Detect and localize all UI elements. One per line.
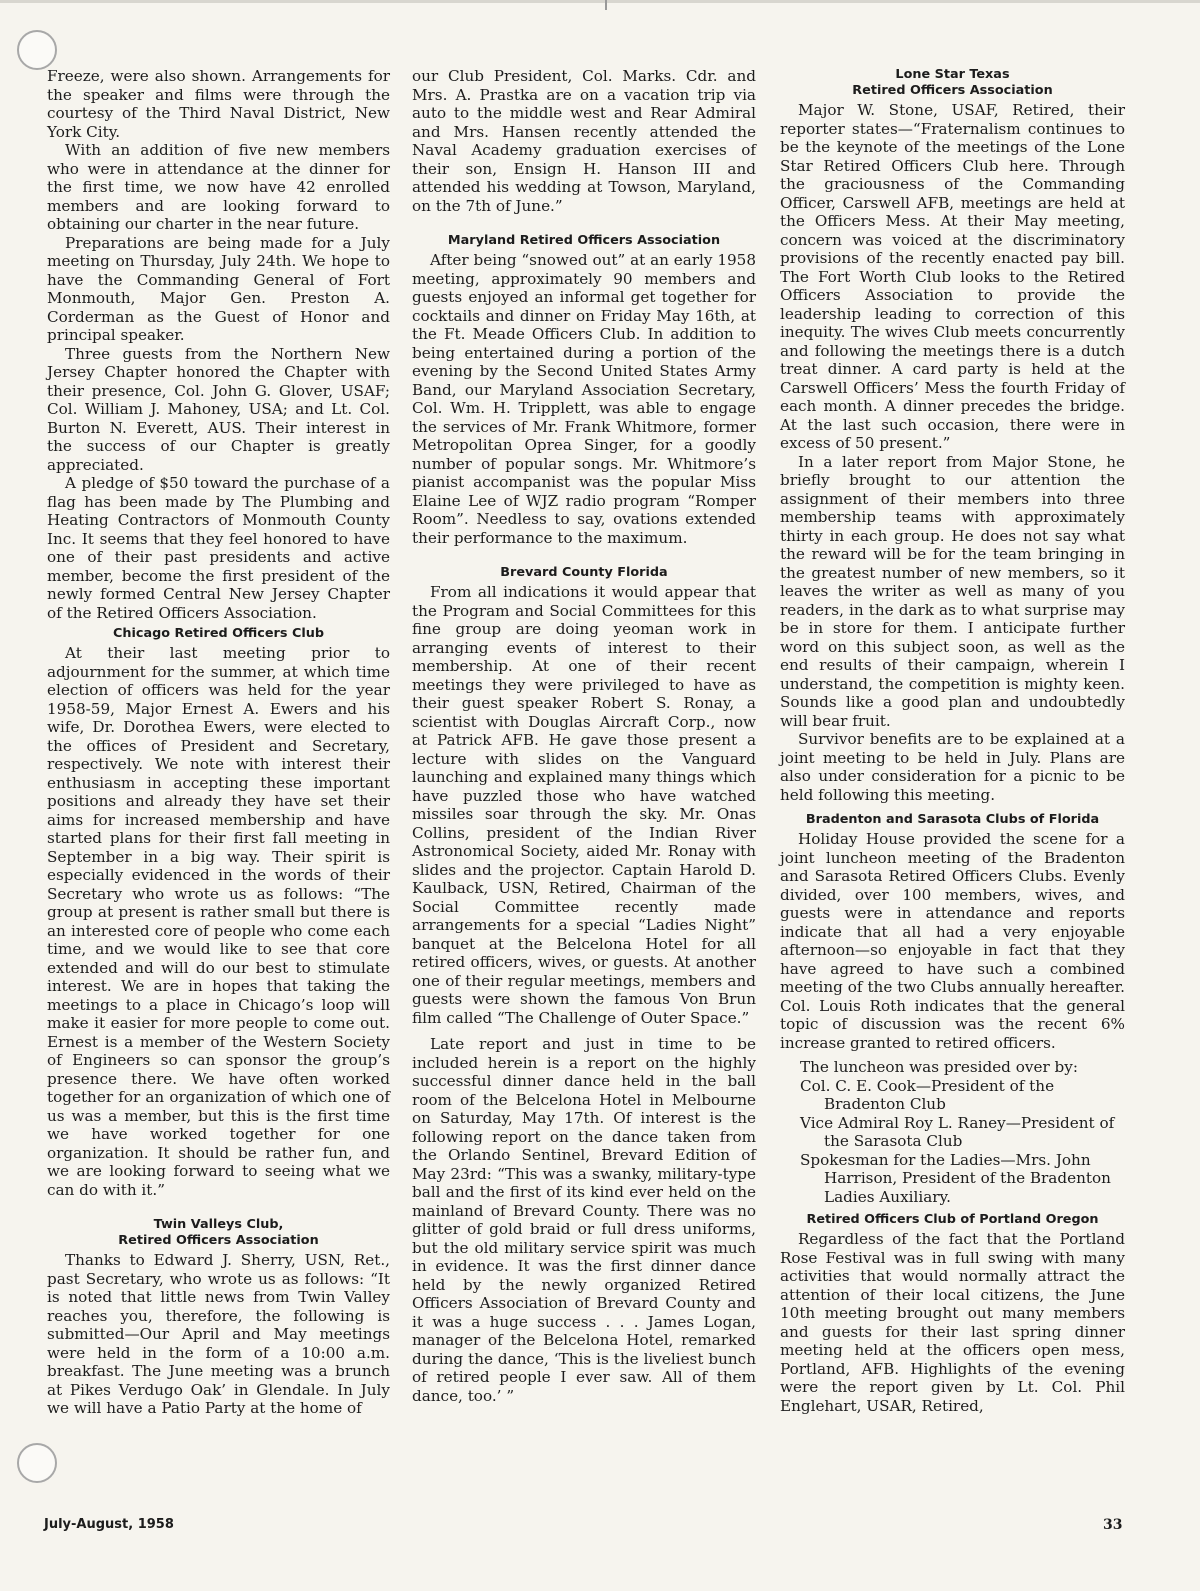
paragraph: Holiday House provided the scene for a joint luncheon meeting of the Bradenton and Sarasota Retired Officers Clubs. Evenly divided, over 100 members, wives, and guests were in attendance and reports indicate that all had a very enjoyable afternoon—so enjoyable in fact that they have agreed to have such a combined meeting of the two Clubs annually hereafter. Col. Louis Roth indicates that the general topic of discussion was the recent 6% increase granted to retired officers.: [780, 830, 1125, 1052]
section-heading-maryland: Maryland Retired Officers Association: [447, 233, 721, 248]
fold-mark: [605, 0, 607, 10]
section-heading-brevard: Brevard County Florida: [500, 565, 668, 580]
paragraph: Three guests from the Northern New Jersey Chapter honored the Chapter with their presence, Col. John G. Glover, USAF; Col. William J. Mahoney, USA; and Lt. Col. Burton N. Everett, AUS. Their interest in the success of our Chapter is greatly appreciated.: [47, 344, 390, 474]
paragraph: Freeze, were also shown. Arrangements for the speaker and films were through the courtesy of the Third Naval District, New York City.: [47, 67, 390, 141]
paragraph: Major W. Stone, USAF, Retired, their reporter states—“Fraternalism continues to be the keynote of the meetings of the Lone Star Retired Officers Club here. Through the graciousness of the Commanding Officer, Carswell AFB, meetings are held at the Officers Mess. At their May meeting, concern was voiced at the discriminatory provisions of the recently enacted pay bill. The Fort Worth Club looks to the Retired Officers Association to provide the leadership leading to correction of this inequity. The wives Club meets concurrently and following the meetings there is a dutch treat dinner. A card party is held at the Carswell Officers’ Mess the fourth Friday of each month. A dinner precedes the bridge. At the last such occasion, there were in excess of 50 present.”: [780, 101, 1125, 452]
paragraph: Late report and just in time to be included herein is a report on the highly successful dinner dance held in the ball room of the Belcelona Hotel in Melbourne on Saturday, May 17th. Of interest is the following report on the dance taken from the Orlando Sentinel, Brevard Edition of May 23rd: “This was a swanky, military-type ball and the first of its kind ever held on the mainland of Brevard County. There was no glitter of gold braid or full dress uniforms, but the old military service spirit was much in evidence. It was the first dinner dance held by the newly organized Retired Officers Association of Brevard County and it was a huge success . . . James Logan, manager of the Belcelona Hotel, remarked during the dance, ‘This is the liveliest bunch of retired people I ever saw. All of them dance, too.’ ”: [412, 1035, 756, 1405]
paragraph: Preparations are being made for a July meeting on Thursday, July 24th. We hope to have the Commanding General of Fort Monmouth, Major Gen. Preston A. Corderman as the Guest of Honor and principal speaker.: [47, 233, 390, 344]
column-2: [412, 67, 756, 1405]
paragraph: After being “snowed out” at an early 1958 meeting, approximately 90 members and guests enjoyed an informal get together for cocktails and dinner on Friday May 16th, at the Ft. Meade Officers Club. In addition to being entertained during a portion of the evening by the Second United States Army Band, our Maryland Association Secretary, Col. Wm. H. Tripplett, was able to engage the services of Mr. Frank Whitmore, former Metropolitan Oprea Singer, for a goodly number of popular songs. Mr. Whitmore’s pianist accompanist was the popular Miss Elaine Lee of WJZ radio program “Romper Room”. Needless to say, ovations extended their performance to the maximum.: [412, 251, 756, 547]
section-heading-portland: Retired Officers Club of Portland Oregon: [806, 1212, 1099, 1227]
column-1: [47, 67, 390, 1418]
column-3: [780, 67, 1125, 1415]
heading-line: Twin Valleys Club,: [153, 1217, 284, 1232]
paragraph: From all indications it would appear that the Program and Social Committees for this fine group are doing yeoman work in arranging events of interest to their membership. At one of their recent meetings they were privileged to have as their guest speaker Robert S. Ronay, a scientist with Douglas Aircraft Corp., now at Patrick AFB. He gave those present a lecture with slides on the Vanguard launching and explained many things which have puzzled those who have watched missiles soar through the sky. Mr. Onas Collins, president of the Indian River Astronomical Society, aided Mr. Ronay with slides and the projector. Captain Harold D. Kaulback, USN, Retired, Chairman of the Social Committee recently made arrangements for a special “Ladies Night” banquet at the Belcelona Hotel for all retired officers, wives, or guests. At another one of their regular meetings, members and guests were shown the famous Von Brun film called “The Challenge of Outer Space.”: [412, 583, 756, 1027]
section-heading-chicago: Chicago Retired Officers Club: [112, 626, 324, 641]
paragraph: With an addition of five new members who were in attendance at the dinner for the first time, we now have 42 enrolled members and are looking forward to obtaining our charter in the near future.: [47, 141, 390, 233]
paragraph: Regardless of the fact that the Portland Rose Festival was in full swing with many activities that would normally attract the attention of their local citizens, the June 10th meeting brought out many members and guests for their last spring dinner meeting held at the officers open mess, Portland, AFB. Highlights of the evening were the report given by Lt. Col. Phil Englehart, USAR, Retired,: [780, 1230, 1125, 1415]
page-number: 33: [1103, 1517, 1123, 1533]
paragraph: Survivor benefits are to be explained at a joint meeting to be held in July. Plans are also under consideration for a picnic to be held following this meeting.: [780, 730, 1125, 804]
section-heading-twin-valleys: [47, 1217, 390, 1249]
list-intro: The luncheon was presided over by:: [800, 1058, 1078, 1076]
paragraph: At their last meeting prior to adjournment for the summer, at which time election of officers was held for the year 1958-59, Major Ernest A. Ewers and his wife, Dr. Dorothea Ewers, were elected to the offices of President and Secretary, respectively. We note with interest their enthusiasm in accepting these important positions and already they have set their aims for increased membership and have started plans for their first fall meeting in September in a big way. Their spirit is especially evidenced in the words of their Secretary who wrote us as follows: “The group at present is rather small but there is an interested core of people who come each time, and we would like to see that core extended and will do our best to stimulate interest. We are in hopes that taking the meetings to a place in Chicago’s loop will make it easier for more people to come out. Ernest is a member of the Western Society of Engineers so can sponsor the group’s presence there. We have often worked together for an organization of which one of us was a member, but this is the first time we have worked together for one organization. It should be rather fun, and we are looking forward to seeing what we can do with it.”: [47, 644, 390, 1199]
list-item: Vice Admiral Roy L. Raney—President of the Sarasota Club: [800, 1113, 1115, 1150]
page-top-edge: [0, 0, 1200, 3]
section-heading-lone-star: [780, 67, 1125, 99]
paragraph: Thanks to Edward J. Sherry, USN, Ret., past Secretary, who wrote us as follows: “It is noted that little news from Twin Valley reaches you, therefore, the following is submitted—Our April and May meetings were held in the form of a 10:00 a.m. breakfast. The June meeting was a brunch at Pikes Verdugo Oak’ in Glendale. In July we will have a Patio Party at the home of: [47, 1251, 390, 1417]
list-item: Spokesman for the Ladies—Mrs. John Harrison, President of the Bradenton Ladies Auxiliary.: [800, 1150, 1111, 1206]
heading-line: Retired Officers Association: [852, 83, 1053, 98]
paragraph: A pledge of $50 toward the purchase of a flag has been made by The Plumbing and Heating Contractors of Monmouth County Inc. It seems that they feel honored to have one of their past presidents and active member, become the first president of the newly formed Central New Jersey Chapter of the Retired Officers Association.: [47, 474, 390, 622]
binder-hole-bottom: [17, 1443, 57, 1483]
binder-hole-top: [17, 30, 57, 70]
heading-line: Retired Officers Association: [118, 1233, 319, 1248]
paragraph: our Club President, Col. Marks. Cdr. and Mrs. A. Prastka are on a vacation trip via auto to the middle west and Rear Admiral and Mrs. Hansen recently attended the Naval Academy graduation exercises of their son, Ensign H. Hanson III and attended his wedding at Towson, Maryland, on the 7th of June.”: [412, 67, 756, 215]
luncheon-list: [780, 1058, 1125, 1206]
paragraph: In a later report from Major Stone, he briefly brought to our attention the assignment of their members into three membership teams with approximately thirty in each group. He does not say what the reward will be for the team bringing in the greatest number of new members, so it leaves the writer as well as many of you readers, in the dark as to what surprise may be in store for them. I anticipate further word on this subject soon, as well as the end results of their campaign, wherein I understand, the competition is mighty keen. Sounds like a good plan and undoubtedly will bear fruit.: [780, 452, 1125, 730]
issue-date: July-August, 1958: [44, 1517, 174, 1532]
heading-line: Lone Star Texas: [895, 67, 1010, 82]
section-heading-bradenton: Bradenton and Sarasota Clubs of Florida: [805, 812, 1100, 827]
list-item: Col. C. E. Cook—President of the Bradenton Club: [800, 1076, 1055, 1113]
